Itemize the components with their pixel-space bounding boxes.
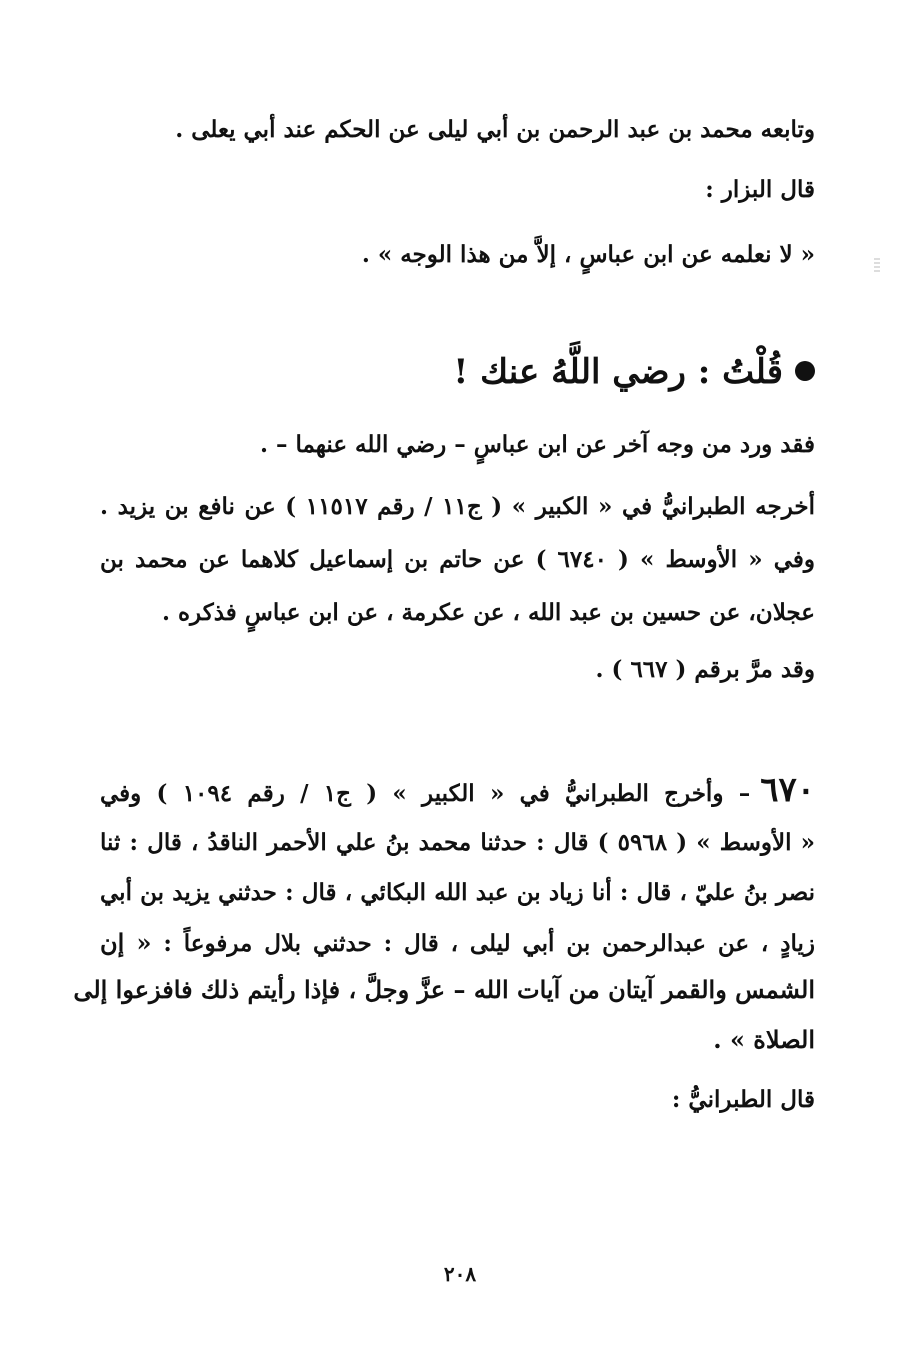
comment-line-4: عجلان، عن حسين بن عبد الله ، عن عكرمة ، عن ابن عباسٍ فذكره .	[161, 599, 815, 626]
hadith-line-4-text: زيادٍ ، عن عبدالرحمن بن أبي ليلى ، قال : حدثني بلال مرفوعاً :	[163, 930, 815, 957]
text-line-3: « لا نعلمه عن ابن عباسٍ ، إلاَّ من هذا الوجه » .	[361, 241, 815, 268]
comment-line-3: وفي « الأوسط » ( ٦٧٤٠ ) عن حاتم بن إسماعيل كلاهما عن محمد بن	[100, 546, 815, 573]
hadith-line-7: قال الطبرانيُّ :	[671, 1086, 815, 1113]
section-heading	[453, 350, 815, 394]
hadith-line-5: الشمس والقمر آيتان من آيات الله – عزَّ وجلَّ ، فإذا رأيتم ذلك فافزعوا إلى	[73, 975, 815, 1004]
scan-speck	[874, 258, 880, 272]
comment-line-1: فقد ورد من وجه آخر عن ابن عباسٍ – رضي الله عنهما – .	[259, 431, 815, 458]
hadith-line-1-text: – وأخرج الطبرانيُّ في « الكبير » ( ج١ / رقم ١٠٩٤ ) وفي	[100, 780, 751, 807]
hadith-line-6: الصلاة » .	[713, 1025, 815, 1054]
bullet-icon	[795, 361, 815, 381]
hadith-line-3: نصر بنُ عليّ ، قال : أنا زياد بن عبد الله البكائي ، قال : حدثني يزيد بن أبي	[100, 879, 815, 906]
hadith-quote-start: « إن	[100, 928, 152, 957]
hadith-line-1	[100, 770, 815, 810]
hadith-line-4	[100, 928, 815, 959]
text-line-2: قال البزار :	[705, 176, 815, 203]
heading-text: قُلْتُ : رضي اللَّهُ عنك !	[453, 352, 783, 392]
comment-line-5: وقد مرَّ برقم ( ٦٦٧ ) .	[595, 656, 815, 683]
text-line-1: وتابعه محمد بن عبد الرحمن بن أبي ليلى عن الحكم عند أبي يعلى .	[175, 116, 815, 143]
comment-line-2: أخرجه الطبرانيُّ في « الكبير » ( ج١١ / رقم ١١٥١٧ ) عن نافع بن يزيد .	[100, 493, 815, 520]
hadith-number: ٦٧٠	[760, 770, 815, 810]
page-number: ٢٠٨	[443, 1262, 477, 1286]
hadith-line-2: « الأوسط » ( ٥٩٦٨ ) قال : حدثنا محمد بنُ علي الأحمر الناقدُ ، قال : ثنا	[100, 829, 815, 856]
